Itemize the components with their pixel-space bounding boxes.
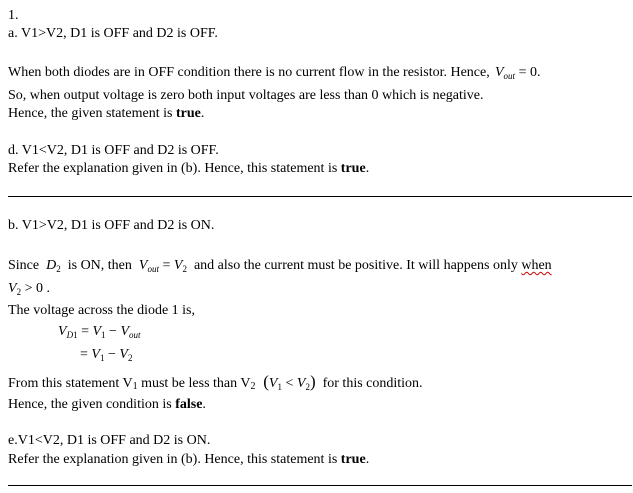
case-e-heading: e.V1<V2, D1 is OFF and D2 is ON. [8, 433, 211, 448]
case-d-reference: Refer the explanation given in (b). Hence, this statement is true. [8, 161, 370, 176]
case-a-heading: a. V1>V2, D1 is OFF and D2 is OFF. [8, 26, 218, 41]
case-b-voltage-across: The voltage across the diode 1 is, [8, 303, 196, 318]
case-a-paragraph-3: Hence, the given statement is true. [8, 106, 205, 121]
case-b-from-line: From this statement V1 must be less than V2 $(V_1 < V_2)$ for this condition. [8, 372, 423, 392]
question-number: 1. [8, 8, 19, 23]
equation-vd1: $V_{D1} = V_1 - V_{out}$ [58, 324, 141, 340]
equation-vd1-result: = $V_1 - V_2$ [80, 347, 133, 363]
vout-symbol: $V_{out}$ [494, 65, 516, 81]
bottom-divider [8, 485, 632, 486]
case-e-reference: Refer the explanation given in (b). Hence, this statement is true. [8, 452, 370, 467]
case-b-since-line: Since $D_2$ is ON, then $V_{out} = V_2$ and also the current must be positive. It will happens only when [8, 258, 552, 274]
case-b-heading: b. V1>V2, D1 is OFF and D2 is ON. [8, 218, 215, 233]
case-a-paragraph-2: So, when output voltage is zero both input voltages are less than 0 which is negative. [8, 88, 484, 103]
case-d-heading: d. V1<V2, D1 is OFF and D2 is OFF. [8, 143, 219, 158]
case-a-paragraph-1: When both diodes are in OFF condition there is no current flow in the resistor. Hence, $V_{out} = 0$. [8, 65, 541, 81]
section-divider [8, 196, 632, 197]
case-b-conclusion: Hence, the given condition is false. [8, 397, 206, 412]
case-b-v2-positive: $V_2 > 0$ . [8, 281, 50, 297]
